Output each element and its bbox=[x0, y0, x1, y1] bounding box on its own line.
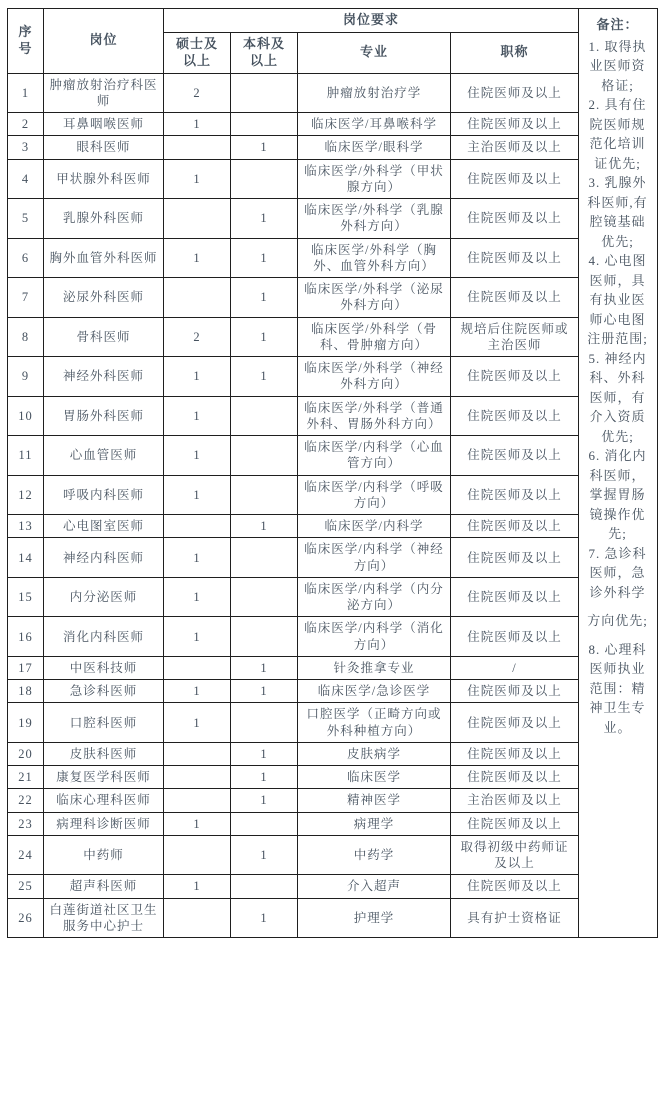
cell-professional-title: 住院医师及以上 bbox=[451, 396, 579, 436]
cell-bachelor-count: 1 bbox=[231, 766, 298, 789]
cell-major: 临床医学/内科学（内分泌方向） bbox=[298, 577, 451, 617]
cell-professional-title: 住院医师及以上 bbox=[451, 680, 579, 703]
table-row bbox=[8, 835, 579, 875]
cell-master-count: 1 bbox=[164, 875, 231, 898]
cell-position: 康复医学科医师 bbox=[44, 766, 164, 789]
table-row bbox=[8, 617, 579, 657]
cell-master-count: 1 bbox=[164, 812, 231, 835]
cell-master-count: 1 bbox=[164, 113, 231, 136]
cell-position: 胃肠外科医师 bbox=[44, 396, 164, 436]
table-row bbox=[8, 136, 579, 159]
cell-major: 皮肤病学 bbox=[298, 742, 451, 765]
remark-item: 5. 神经内科、外科医师，有介入资质优先; bbox=[588, 350, 647, 444]
cell-seq-no: 9 bbox=[8, 357, 44, 397]
cell-position: 心电图室医师 bbox=[44, 515, 164, 538]
table-row bbox=[8, 812, 579, 835]
cell-position: 神经内科医师 bbox=[44, 538, 164, 578]
cell-seq-no: 24 bbox=[8, 835, 44, 875]
remark-item: 3. 乳腺外科医师,有腔镜基础优先; bbox=[587, 175, 648, 249]
cell-professional-title: 取得初级中药师证及以上 bbox=[451, 835, 579, 875]
table-row bbox=[8, 73, 579, 113]
cell-master-count: 1 bbox=[164, 577, 231, 617]
cell-professional-title: 住院医师及以上 bbox=[451, 875, 579, 898]
cell-master-count bbox=[164, 742, 231, 765]
cell-bachelor-count bbox=[231, 577, 298, 617]
table-row bbox=[8, 656, 579, 679]
cell-position: 甲状腺外科医师 bbox=[44, 159, 164, 199]
cell-professional-title: 住院医师及以上 bbox=[451, 766, 579, 789]
header-professional-title: 职称 bbox=[451, 32, 579, 73]
cell-seq-no: 15 bbox=[8, 577, 44, 617]
cell-seq-no: 22 bbox=[8, 789, 44, 812]
table-row bbox=[8, 680, 579, 703]
cell-seq-no: 8 bbox=[8, 317, 44, 357]
remark-item: 6. 消化内科医师，掌握胃肠镜操作优先; bbox=[588, 448, 647, 541]
cell-position: 骨科医师 bbox=[44, 317, 164, 357]
remark-item: 1. 取得执业医师资格证; bbox=[588, 38, 647, 93]
cell-position: 呼吸内科医师 bbox=[44, 475, 164, 515]
cell-professional-title: / bbox=[451, 656, 579, 679]
cell-position: 内分泌医师 bbox=[44, 577, 164, 617]
table-row bbox=[8, 159, 579, 199]
header-bachelor-degree: 本科及以上 bbox=[231, 32, 298, 73]
cell-master-count: 1 bbox=[164, 238, 231, 278]
remark-item: 方向优先; bbox=[587, 613, 648, 628]
cell-master-count: 1 bbox=[164, 617, 231, 657]
cell-master-count bbox=[164, 515, 231, 538]
cell-master-count bbox=[164, 898, 231, 938]
cell-position: 消化内科医师 bbox=[44, 617, 164, 657]
cell-position: 口腔科医师 bbox=[44, 703, 164, 743]
cell-professional-title: 主治医师及以上 bbox=[451, 789, 579, 812]
cell-major: 口腔医学（正畸方向或外科种植方向） bbox=[298, 703, 451, 743]
remark-item: 2. 具有住院医师规范化培训证优先; bbox=[588, 97, 647, 171]
remark-item: 7. 急诊科医师，急诊外科学 bbox=[588, 545, 647, 600]
cell-seq-no: 17 bbox=[8, 656, 44, 679]
cell-seq-no: 16 bbox=[8, 617, 44, 657]
cell-seq-no: 18 bbox=[8, 680, 44, 703]
cell-master-count bbox=[164, 199, 231, 239]
cell-master-count bbox=[164, 835, 231, 875]
cell-bachelor-count bbox=[231, 617, 298, 657]
remarks-heading: 备注： bbox=[596, 17, 639, 32]
cell-position: 中药师 bbox=[44, 835, 164, 875]
cell-bachelor-count bbox=[231, 812, 298, 835]
table-row bbox=[8, 278, 579, 318]
table-row bbox=[8, 703, 579, 743]
cell-major: 临床医学/耳鼻喉科学 bbox=[298, 113, 451, 136]
header-seq-no: 序号 bbox=[8, 9, 44, 74]
cell-position: 皮肤科医师 bbox=[44, 742, 164, 765]
cell-major: 临床医学/内科学（神经方向） bbox=[298, 538, 451, 578]
cell-professional-title: 住院医师及以上 bbox=[451, 617, 579, 657]
table-row bbox=[8, 766, 579, 789]
cell-master-count: 1 bbox=[164, 396, 231, 436]
cell-seq-no: 10 bbox=[8, 396, 44, 436]
cell-seq-no: 12 bbox=[8, 475, 44, 515]
table-row bbox=[8, 898, 579, 938]
cell-position: 乳腺外科医师 bbox=[44, 199, 164, 239]
cell-seq-no: 14 bbox=[8, 538, 44, 578]
cell-professional-title: 住院医师及以上 bbox=[451, 278, 579, 318]
cell-position: 泌尿外科医师 bbox=[44, 278, 164, 318]
cell-bachelor-count: 1 bbox=[231, 136, 298, 159]
cell-bachelor-count: 1 bbox=[231, 238, 298, 278]
cell-professional-title: 住院医师及以上 bbox=[451, 703, 579, 743]
cell-major: 临床医学/外科学（神经外科方向） bbox=[298, 357, 451, 397]
cell-seq-no: 6 bbox=[8, 238, 44, 278]
cell-major: 精神医学 bbox=[298, 789, 451, 812]
table-row bbox=[8, 317, 579, 357]
positions-table bbox=[7, 8, 579, 938]
cell-master-count bbox=[164, 656, 231, 679]
cell-master-count: 1 bbox=[164, 538, 231, 578]
cell-master-count: 1 bbox=[164, 680, 231, 703]
cell-bachelor-count: 1 bbox=[231, 317, 298, 357]
cell-bachelor-count: 1 bbox=[231, 278, 298, 318]
cell-major: 临床医学/外科学（胸外、血管外科方向） bbox=[298, 238, 451, 278]
cell-bachelor-count: 1 bbox=[231, 835, 298, 875]
cell-position: 眼科医师 bbox=[44, 136, 164, 159]
header-major: 专业 bbox=[298, 32, 451, 73]
cell-position: 中医科技师 bbox=[44, 656, 164, 679]
cell-bachelor-count: 1 bbox=[231, 199, 298, 239]
remarks-panel bbox=[578, 8, 658, 938]
cell-master-count: 1 bbox=[164, 475, 231, 515]
cell-position: 胸外血管外科医师 bbox=[44, 238, 164, 278]
cell-professional-title: 住院医师及以上 bbox=[451, 73, 579, 113]
cell-position: 肿瘤放射治疗科医师 bbox=[44, 73, 164, 113]
cell-position: 急诊科医师 bbox=[44, 680, 164, 703]
cell-seq-no: 7 bbox=[8, 278, 44, 318]
cell-master-count bbox=[164, 789, 231, 812]
cell-bachelor-count: 1 bbox=[231, 357, 298, 397]
header-position: 岗位 bbox=[44, 9, 164, 74]
cell-major: 临床医学/外科学（乳腺外科方向） bbox=[298, 199, 451, 239]
cell-position: 临床心理科医师 bbox=[44, 789, 164, 812]
cell-bachelor-count bbox=[231, 113, 298, 136]
cell-bachelor-count: 1 bbox=[231, 515, 298, 538]
cell-professional-title: 住院医师及以上 bbox=[451, 436, 579, 476]
cell-position: 耳鼻咽喉医师 bbox=[44, 113, 164, 136]
cell-master-count: 1 bbox=[164, 436, 231, 476]
table-row bbox=[8, 742, 579, 765]
cell-seq-no: 23 bbox=[8, 812, 44, 835]
cell-position: 病理科诊断医师 bbox=[44, 812, 164, 835]
table-row bbox=[8, 515, 579, 538]
cell-master-count: 1 bbox=[164, 357, 231, 397]
cell-professional-title: 住院医师及以上 bbox=[451, 577, 579, 617]
cell-professional-title: 住院医师及以上 bbox=[451, 515, 579, 538]
cell-professional-title: 规培后住院医师或主治医师 bbox=[451, 317, 579, 357]
cell-professional-title: 主治医师及以上 bbox=[451, 136, 579, 159]
cell-major: 介入超声 bbox=[298, 875, 451, 898]
cell-bachelor-count bbox=[231, 538, 298, 578]
table-header bbox=[8, 9, 579, 74]
cell-professional-title: 住院医师及以上 bbox=[451, 742, 579, 765]
cell-position: 白莲街道社区卫生服务中心护士 bbox=[44, 898, 164, 938]
cell-major: 临床医学/外科学（骨科、骨肿瘤方向） bbox=[298, 317, 451, 357]
table-row bbox=[8, 238, 579, 278]
cell-master-count: 1 bbox=[164, 159, 231, 199]
header-requirements-group: 岗位要求 bbox=[164, 9, 579, 33]
remark-item: 8. 心理科医师执业范围：精神卫生专业。 bbox=[588, 641, 647, 735]
cell-seq-no: 21 bbox=[8, 766, 44, 789]
cell-bachelor-count bbox=[231, 396, 298, 436]
cell-seq-no: 20 bbox=[8, 742, 44, 765]
cell-seq-no: 26 bbox=[8, 898, 44, 938]
cell-seq-no: 11 bbox=[8, 436, 44, 476]
cell-master-count: 1 bbox=[164, 703, 231, 743]
table-row bbox=[8, 396, 579, 436]
cell-major: 肿瘤放射治疗学 bbox=[298, 73, 451, 113]
cell-seq-no: 1 bbox=[8, 73, 44, 113]
cell-professional-title: 住院医师及以上 bbox=[451, 357, 579, 397]
table-row bbox=[8, 875, 579, 898]
cell-major: 临床医学/外科学（泌尿外科方向） bbox=[298, 278, 451, 318]
cell-professional-title: 住院医师及以上 bbox=[451, 159, 579, 199]
cell-major: 临床医学/内科学（呼吸方向） bbox=[298, 475, 451, 515]
cell-major: 临床医学/急诊医学 bbox=[298, 680, 451, 703]
cell-position: 超声科医师 bbox=[44, 875, 164, 898]
cell-major: 临床医学/内科学（消化方向） bbox=[298, 617, 451, 657]
cell-bachelor-count bbox=[231, 703, 298, 743]
cell-master-count: 2 bbox=[164, 73, 231, 113]
table-row bbox=[8, 577, 579, 617]
cell-major: 临床医学/外科学（甲状腺方向） bbox=[298, 159, 451, 199]
cell-major: 病理学 bbox=[298, 812, 451, 835]
cell-bachelor-count bbox=[231, 875, 298, 898]
cell-professional-title: 具有护士资格证 bbox=[451, 898, 579, 938]
remarks-list bbox=[584, 37, 652, 738]
header-master-degree: 硕士及以上 bbox=[164, 32, 231, 73]
cell-seq-no: 3 bbox=[8, 136, 44, 159]
cell-major: 临床医学/眼科学 bbox=[298, 136, 451, 159]
table-row bbox=[8, 357, 579, 397]
cell-seq-no: 2 bbox=[8, 113, 44, 136]
cell-major: 临床医学 bbox=[298, 766, 451, 789]
cell-master-count bbox=[164, 766, 231, 789]
table-row bbox=[8, 538, 579, 578]
cell-seq-no: 13 bbox=[8, 515, 44, 538]
cell-bachelor-count bbox=[231, 475, 298, 515]
table-row bbox=[8, 789, 579, 812]
cell-professional-title: 住院医师及以上 bbox=[451, 812, 579, 835]
cell-position: 神经外科医师 bbox=[44, 357, 164, 397]
cell-professional-title: 住院医师及以上 bbox=[451, 238, 579, 278]
cell-major: 护理学 bbox=[298, 898, 451, 938]
remark-item: 4. 心电图医师，具有执业医师心电图注册范围; bbox=[587, 253, 648, 346]
cell-master-count bbox=[164, 136, 231, 159]
cell-bachelor-count: 1 bbox=[231, 656, 298, 679]
cell-major: 临床医学/外科学（普通外科、胃肠外科方向） bbox=[298, 396, 451, 436]
cell-bachelor-count: 1 bbox=[231, 742, 298, 765]
cell-bachelor-count: 1 bbox=[231, 680, 298, 703]
header-row-1 bbox=[8, 9, 579, 33]
cell-major: 针灸推拿专业 bbox=[298, 656, 451, 679]
cell-major: 中药学 bbox=[298, 835, 451, 875]
cell-professional-title: 住院医师及以上 bbox=[451, 475, 579, 515]
cell-master-count: 2 bbox=[164, 317, 231, 357]
cell-professional-title: 住院医师及以上 bbox=[451, 113, 579, 136]
cell-seq-no: 19 bbox=[8, 703, 44, 743]
table-row bbox=[8, 199, 579, 239]
cell-professional-title: 住院医师及以上 bbox=[451, 538, 579, 578]
cell-bachelor-count: 1 bbox=[231, 898, 298, 938]
cell-seq-no: 5 bbox=[8, 199, 44, 239]
cell-bachelor-count bbox=[231, 73, 298, 113]
cell-bachelor-count bbox=[231, 436, 298, 476]
cell-professional-title: 住院医师及以上 bbox=[451, 199, 579, 239]
cell-seq-no: 25 bbox=[8, 875, 44, 898]
cell-bachelor-count: 1 bbox=[231, 789, 298, 812]
cell-major: 临床医学/内科学 bbox=[298, 515, 451, 538]
cell-seq-no: 4 bbox=[8, 159, 44, 199]
cell-position: 心血管医师 bbox=[44, 436, 164, 476]
cell-major: 临床医学/内科学（心血管方向） bbox=[298, 436, 451, 476]
table-row bbox=[8, 436, 579, 476]
cell-master-count bbox=[164, 278, 231, 318]
table-row bbox=[8, 113, 579, 136]
table-body bbox=[8, 73, 579, 938]
table-row bbox=[8, 475, 579, 515]
cell-bachelor-count bbox=[231, 159, 298, 199]
